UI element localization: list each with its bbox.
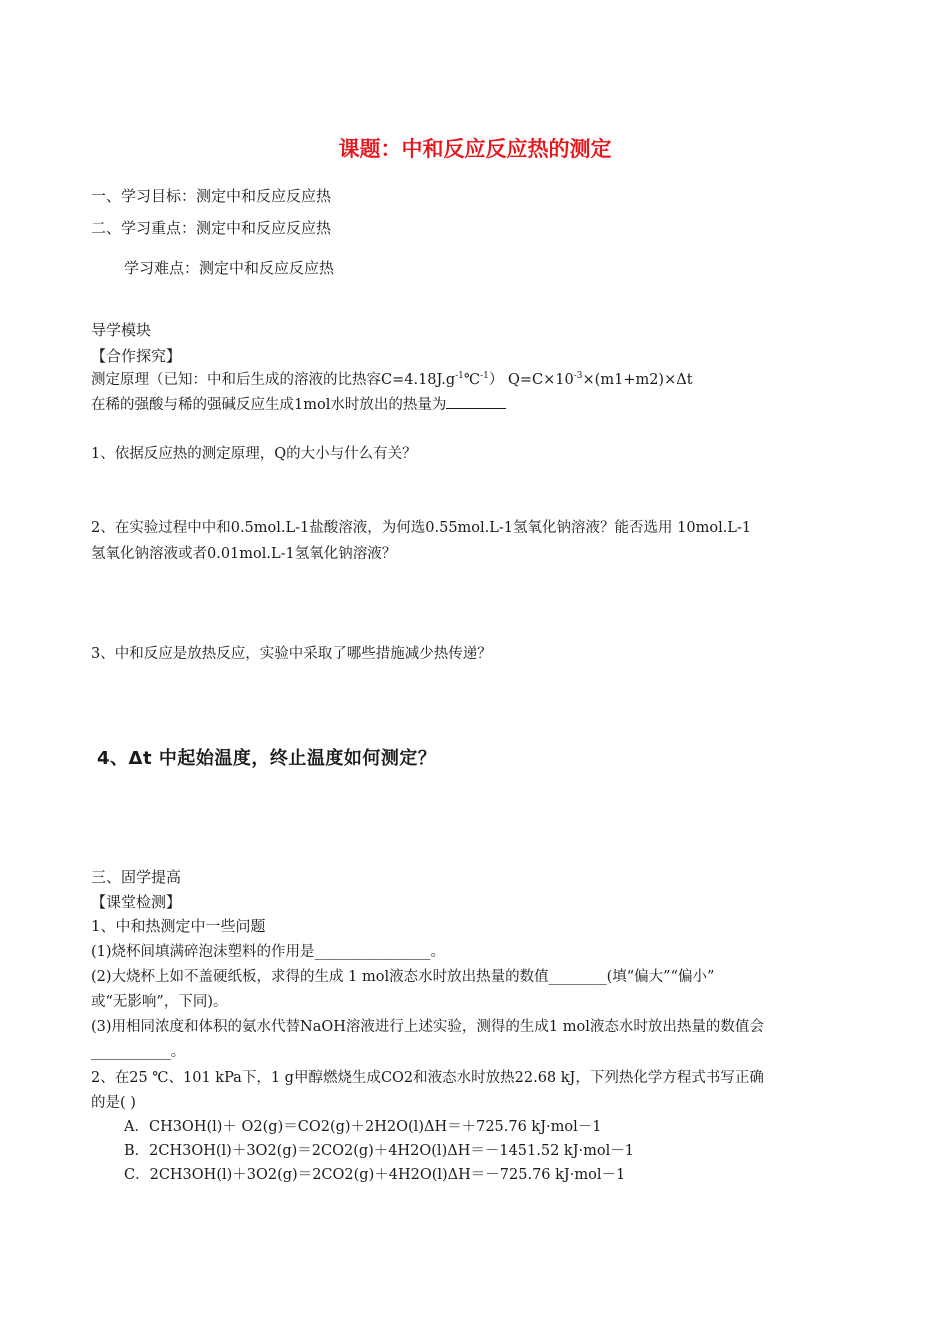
answer-blank[interactable]	[446, 394, 506, 409]
question-2-line-2: 氢氧化钠溶液或者0.01mol.L-1氢氧化钠溶液？	[91, 546, 397, 562]
learning-key-point: 二、学习重点：测定中和反应反应热	[91, 219, 332, 237]
cooperate-heading: 【合作探究】	[91, 347, 182, 365]
heat-statement: 在稀的强酸与稀的强碱反应生成1mol水时放出的热量为	[91, 397, 447, 413]
option-a: A．CH3OH(l)＋ O2(g)＝CO2(g)＋2H2O(l)ΔH＝＋725.76 kJ·mol－1	[124, 1119, 602, 1135]
principle-unit: ℃	[463, 372, 481, 388]
page-title: 课题：中和反应反应热的测定	[338, 137, 612, 161]
class-check-heading: 【课堂检测】	[91, 893, 182, 911]
question-4: 4、Δt 中起始温度，终止温度如何测定？	[97, 748, 437, 769]
question-1: 1、依据反应热的测定原理，Q的大小与什么有关？	[91, 446, 417, 462]
problem-1-a: (1)烧杯间填满碎泡沫塑料的作用是________________。	[91, 944, 446, 960]
problem-1-b-line-2: 或“无影响”，下同)。	[91, 994, 228, 1010]
problem-1-c-line-1: (3)用相同浓度和体积的氨水代替NaOH溶液进行上述实验，测得的生成1 mol液态水时放出热量的数值会	[91, 1019, 764, 1035]
principle-line	[91, 370, 693, 390]
learning-goal: 一、学习目标：测定中和反应反应热	[91, 187, 332, 205]
guide-module-heading: 导学模块	[91, 321, 152, 339]
problem-1-b-line-1: (2)大烧杯上如不盖硬纸板，求得的生成 1 mol液态水时放出热量的数值________(填“偏大”“偏小”	[91, 969, 715, 985]
principle-exponent-1: -1	[455, 371, 464, 382]
principle-prefix: 测定原理（已知：中和后生成的溶液的比热容C=4.18J.g	[91, 372, 456, 388]
question-2-line-1: 2、在实验过程中中和0.5mol.L-1盐酸溶液，为何选0.55mol.L-1氢氧化钠溶液？能否选用 10mol.L-1	[91, 520, 752, 536]
consolidate-heading: 三、固学提高	[91, 868, 182, 886]
principle-formula-a: ） Q=C×10	[488, 372, 574, 388]
learning-difficulty: 学习难点：测定中和反应反应热	[124, 259, 335, 277]
heat-statement-line	[91, 394, 506, 415]
problem-1-c-line-2: ___________。	[91, 1044, 186, 1060]
principle-exponent-3: -3	[573, 371, 583, 382]
problem-2-line-1: 2、在25 ℃、101 kPa下，1 g甲醇燃烧生成CO2和液态水时放热22.68 kJ，下列热化学方程式书写正确	[91, 1070, 764, 1086]
option-c: C．2CH3OH(l)＋3O2(g)＝2CO2(g)＋4H2O(l)ΔH＝－725.76 kJ·mol－1	[124, 1167, 626, 1183]
question-3: 3、中和反应是放热反应，实验中采取了哪些措施减少热传递？	[91, 646, 492, 662]
option-b: B．2CH3OH(l)＋3O2(g)＝2CO2(g)＋4H2O(l)ΔH＝－1451.52 kJ·mol－1	[124, 1143, 634, 1159]
problem-2-line-2: 的是( )	[91, 1095, 136, 1111]
problem-1: 1、中和热测定中一些问题	[91, 917, 266, 935]
principle-exponent-2: -1	[480, 371, 489, 382]
principle-formula-b: ×(m1+m2)×Δt	[582, 372, 693, 388]
